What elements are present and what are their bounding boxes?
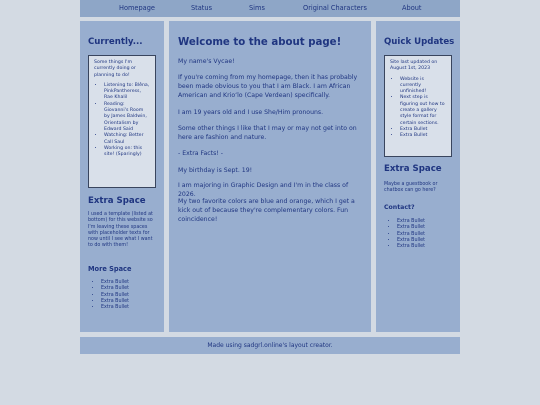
currently-item-listening: • Listening to: Blêna, PinkPantheress, Rae Khalil xyxy=(104,83,150,102)
list-item: • Extra Bullet xyxy=(397,232,454,238)
main-content xyxy=(169,21,371,332)
updates-list xyxy=(390,77,446,140)
fact-major: I am majoring in Graphic Design and I'm in the class of 2026. xyxy=(178,182,349,198)
last-updated-text: Site last updated on August 1st, 2023 xyxy=(390,60,438,72)
footer-credit[interactable]: Made using sadgrl.online's layout creator. xyxy=(207,342,333,349)
list-item: • Extra Bullet xyxy=(400,127,446,133)
left-extra-space-text: I used a template (listed at bottom) for this website so I'm leaving these spaces with placeholder texts for now until I see what I want to do with them! xyxy=(88,212,153,249)
list-item: • Extra Bullet xyxy=(397,238,454,244)
list-item: • Extra Bullet xyxy=(101,286,158,292)
list-item: • Website is currently unfinished! xyxy=(400,77,446,96)
footer xyxy=(80,337,460,354)
list-item: • Extra Bullet xyxy=(397,244,454,250)
quick-updates-title: Quick Updates xyxy=(384,37,455,47)
currently-intro: Some things I'm currently doing or planning to do! xyxy=(94,60,136,78)
about-paragraph-1: If you're coming from my homepage, then it has probably been made obvious to you that I am Black. I am African American and Krio‘lo (Cape Verdean) specifically. xyxy=(178,74,358,99)
right-extra-space-title: Extra Space xyxy=(384,164,442,174)
extra-facts-heading: - Extra Facts! - xyxy=(178,150,224,157)
list-item: • Extra Bullet xyxy=(101,299,158,305)
right-extra-space-text: Maybe a guestbook or chatbox can go here? xyxy=(384,182,438,194)
list-item: • Extra Bullet xyxy=(101,293,158,299)
list-item: • Extra Bullet xyxy=(397,225,454,231)
name-line: My name's Vycae! xyxy=(178,58,235,65)
nav-link-homepage[interactable]: Homepage xyxy=(119,4,155,12)
currently-item-working-on: • Working on: this site! (Sparingly) xyxy=(104,146,150,159)
nav-link-about[interactable]: About xyxy=(402,4,422,12)
page-title: Welcome to the about page! xyxy=(178,37,342,48)
more-space-list-wrap xyxy=(88,280,158,311)
list-item: • Extra Bullet xyxy=(397,219,454,225)
currently-item-reading: • Reading: Giovanni's Room by James Baldwin, Orientalism by Edward Said xyxy=(104,102,150,133)
more-space-list xyxy=(88,280,158,311)
fact-birthday: My birthday is Sept. 19! xyxy=(178,167,253,174)
list-item: • Extra Bullet xyxy=(101,280,158,286)
about-paragraph-2: I am 19 years old and I use She/Him pronouns. xyxy=(178,109,324,116)
currently-title: Currently... xyxy=(88,37,143,47)
nav-link-original-characters[interactable]: Original Characters xyxy=(303,4,367,12)
quick-updates-box xyxy=(384,55,452,157)
list-item: • Extra Bullet xyxy=(101,305,158,311)
currently-box xyxy=(88,55,156,188)
list-item: • Next step is figuring out how to create a gallery style format for certain sections. xyxy=(400,95,446,126)
nav-link-status[interactable]: Status xyxy=(191,4,213,12)
currently-item-watching: • Watching: Better Call Saul xyxy=(104,133,150,146)
fact-colors: My two favorite colors are blue and orange, which I get a kick out of because they're complementary colors. Fun coincidence! xyxy=(178,198,355,223)
left-sidebar xyxy=(80,21,164,332)
top-nav-bar xyxy=(80,0,460,17)
contact-list xyxy=(384,219,454,250)
list-item: • Extra Bullet xyxy=(400,133,446,139)
currently-list xyxy=(94,83,150,159)
about-paragraph-3: Some other things I like that I may or may not get into on here are fashion and nature. xyxy=(178,125,357,141)
contact-list-wrap xyxy=(384,219,454,250)
contact-title: Contact? xyxy=(384,204,415,211)
right-sidebar xyxy=(376,21,460,332)
nav-link-sims[interactable]: Sims xyxy=(249,4,265,12)
left-extra-space-title: Extra Space xyxy=(88,196,146,206)
more-space-title: More Space xyxy=(88,265,132,273)
